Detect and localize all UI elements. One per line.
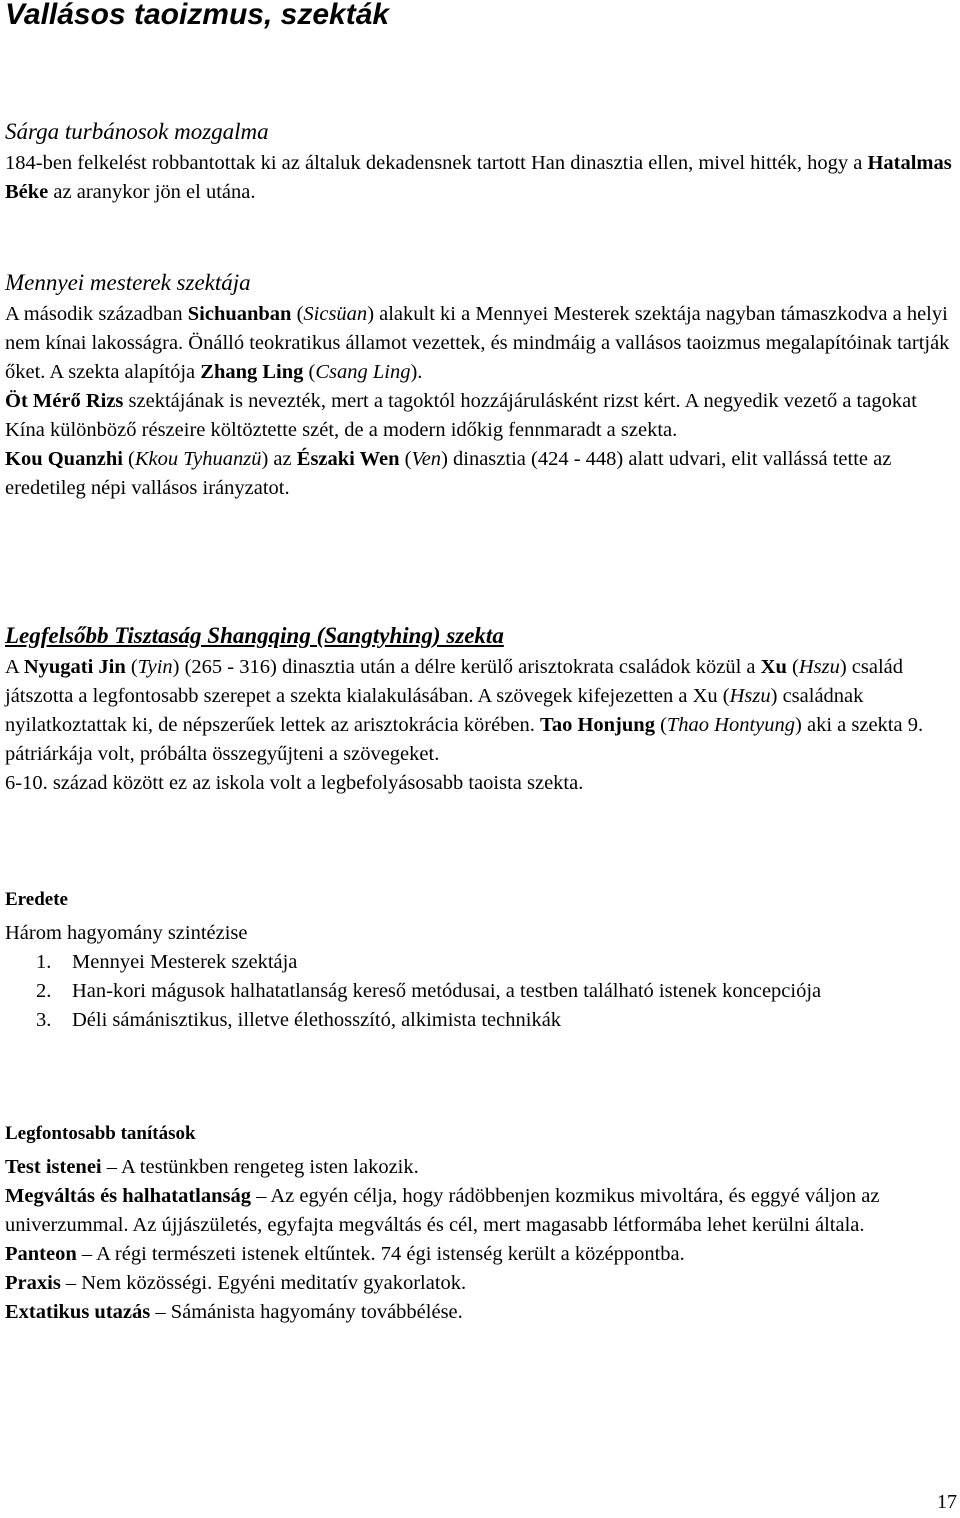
text-run: (	[122, 448, 135, 470]
text-run: (	[786, 656, 799, 678]
section-tanitasok	[5, 1121, 955, 1327]
section-title: Legfelsőbb Tisztaság Shangqing (Sangtyhing) szekta	[5, 623, 504, 648]
teaching-desc: – A régi természeti istenek eltűntek. 74 égi istenség került a középpontba.	[76, 1243, 685, 1265]
italic-term: Sicsüan	[303, 303, 368, 325]
text-run: (	[399, 448, 412, 470]
bold-term: Kou Quanzhi	[5, 448, 123, 470]
paragraph	[5, 300, 955, 387]
list-number: 3.	[36, 1009, 52, 1031]
italic-term: Csang Ling	[315, 361, 411, 383]
teaching-item	[5, 1298, 955, 1327]
list-item-text: Déli sámánisztikus, illetve élethosszító, alkimista technikák	[72, 1009, 562, 1031]
origin-list	[5, 948, 955, 1035]
text-run: szektájának is nevezték, mert a tagoktól hozzájárulásként rizst kért. A negyedik vezető a tagokat Kína különböző részeire költöztette szét, de a modern időkig fennmaradt a szekta.	[5, 390, 917, 441]
text-run: (	[654, 714, 667, 736]
teaching-desc: – Sámánista hagyomány továbbélése.	[150, 1301, 463, 1323]
page-number: 17	[937, 1491, 957, 1513]
italic-term: Ven	[411, 448, 442, 470]
list-number: 2.	[36, 980, 52, 1002]
bold-term: Xu	[760, 656, 787, 678]
paragraph	[5, 387, 955, 445]
teaching-desc: – Nem közösségi. Egyéni meditatív gyakorlatok.	[60, 1272, 467, 1294]
list-item-text: Han-kori mágusok halhatatlanság kereső metódusai, a testben található istenek koncepciója	[72, 980, 822, 1002]
paragraph	[5, 653, 955, 769]
list-item	[5, 1006, 955, 1035]
list-number: 1.	[36, 951, 52, 973]
teaching-item	[5, 1269, 955, 1298]
teaching-term: Extatikus utazás	[5, 1301, 151, 1323]
text-run: ) alakult ki a Mennyei Mesterek szektája nagyban támaszkodva a helyi nem kínai lakosságra. Önálló teokratikus államot vezettek, és mindmáig a vallásos taoizmus megalapítóinak tartják őket. A szekta alapítója	[5, 303, 950, 383]
list-item	[5, 977, 955, 1006]
paragraph: Három hagyomány szintézise	[5, 922, 248, 944]
teaching-term: Praxis	[5, 1272, 61, 1294]
section-shangqing	[5, 621, 955, 798]
teaching-term: Test istenei	[5, 1156, 102, 1178]
italic-term: Hszu	[729, 685, 771, 707]
section-mennyei-mesterek	[5, 268, 955, 503]
text-run: A második században	[5, 303, 188, 325]
page-title: Vallásos taoizmus, szekták	[5, 0, 390, 31]
teaching-term: Panteon	[5, 1243, 77, 1265]
text-run: (	[303, 361, 316, 383]
section-eredete	[5, 887, 955, 1035]
subsection-heading: Legfontosabb tanítások	[5, 1123, 196, 1144]
subsection-heading: Eredete	[5, 889, 68, 910]
text-run: ) az	[261, 448, 297, 470]
teaching-item	[5, 1240, 955, 1269]
bold-term: Zhang Ling	[200, 361, 304, 383]
section-title: Sárga turbánosok mozgalma	[5, 119, 269, 144]
paragraph	[5, 149, 955, 207]
text-run: ) család játszotta a legfontosabb szerepet a szekta kialakulásában. A szövegek kifejezetten a Xu (	[5, 656, 904, 707]
text-run: (	[291, 303, 304, 325]
bold-term: Sichuanban	[187, 303, 292, 325]
text-run: az aranykor jön el utána.	[48, 181, 256, 203]
teaching-term: Megváltás és halhatatlanság	[5, 1185, 251, 1207]
italic-term: Thao Hontyung	[666, 714, 796, 736]
text-run: ) családnak nyilatkoztattak ki, de népszerűek lettek az arisztokrácia körében.	[5, 685, 864, 736]
text-run: ) aki a szekta 9. pátriárkája volt, próbálta összegyűjteni a szövegeket.	[5, 714, 924, 765]
italic-term: Tyin	[137, 656, 173, 678]
italic-term: Kkou Tyhuanzü	[134, 448, 262, 470]
list-item-text: Mennyei Mesterek szektája	[72, 951, 298, 973]
bold-term: Nyugati Jin	[23, 656, 126, 678]
bold-term: Öt Mérő Rizs	[5, 390, 124, 412]
teaching-item	[5, 1182, 955, 1240]
list-item	[5, 948, 955, 977]
text-run: A	[5, 656, 24, 678]
text-run: (	[125, 656, 138, 678]
text-run: 184-ben felkelést robbantottak ki az általuk dekadensnek tartott Han dinasztia ellen, mivel hitték, hogy a	[5, 152, 868, 174]
section-sarga-turbanosok	[5, 117, 955, 207]
section-title: Mennyei mesterek szektája	[5, 270, 251, 295]
paragraph	[5, 445, 955, 503]
bold-term: Északi Wen	[296, 448, 400, 470]
teaching-desc: – Az egyén célja, hogy rádöbbenjen kozmikus mivoltára, és eggyé váljon az univerzummal. Az újjászületés, egyfajta megváltás és cél, mert magasabb létformába lehet kerülni általa.	[5, 1185, 880, 1236]
teaching-item	[5, 1153, 955, 1182]
teaching-desc: – A testünkben rengeteg isten lakozik.	[101, 1156, 419, 1178]
bold-term: Tao Honjung	[540, 714, 655, 736]
text-run: ).	[410, 361, 423, 383]
paragraph: 6-10. század között ez az iskola volt a legbefolyásosabb taoista szekta.	[5, 772, 584, 794]
italic-term: Hszu	[798, 656, 840, 678]
text-run: ) dinasztia (424 - 448) alatt udvari, elit vallássá tette az eredetileg népi vallásos irányzatot.	[5, 448, 892, 499]
text-run: ) (265 - 316) dinasztia után a délre kerülő arisztokrata családok közül a	[172, 656, 761, 678]
bold-term: Hatalmas Béke	[5, 152, 952, 203]
